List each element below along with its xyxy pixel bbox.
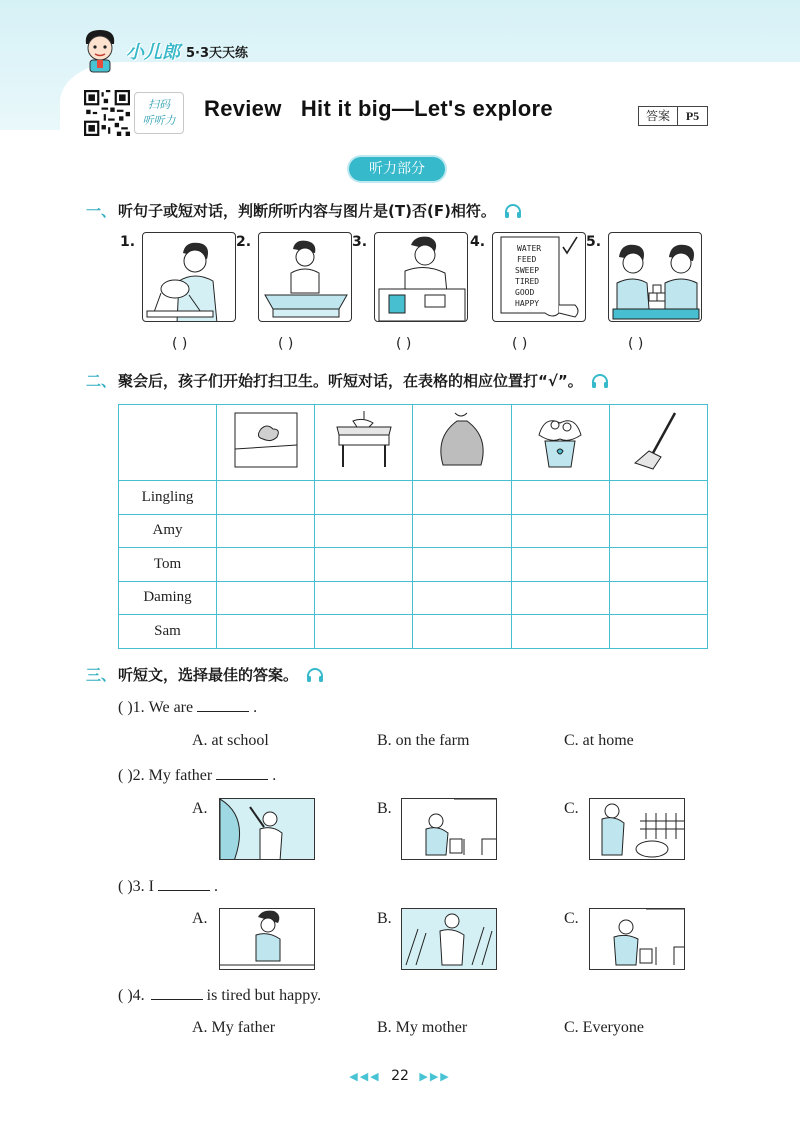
answer-blank-5[interactable]: ( ) — [628, 336, 644, 352]
check-cell[interactable] — [609, 581, 707, 615]
girl-milking-cow-picture — [589, 908, 685, 970]
check-cell[interactable] — [315, 615, 413, 649]
check-cell[interactable] — [217, 548, 315, 582]
q2-number: 二、 — [86, 372, 117, 390]
section-label: 听力部分 — [349, 157, 445, 181]
q3-number: 三、 — [86, 666, 117, 684]
answer-blank-3[interactable]: ( ) — [396, 336, 412, 352]
two-girls-building-blocks-picture — [608, 232, 702, 322]
check-cell[interactable] — [511, 481, 609, 515]
option-a[interactable]: A. My father — [192, 1019, 276, 1036]
answer-paren[interactable]: ( ) — [118, 987, 133, 1004]
option-a[interactable]: A. — [192, 800, 208, 817]
answer-paren[interactable]: ( ) — [118, 767, 133, 784]
check-cell[interactable] — [315, 481, 413, 515]
man-milking-cow-picture — [401, 798, 497, 860]
desk-picture — [315, 405, 413, 481]
question-text-pre: My father — [148, 767, 213, 784]
table-header-row — [119, 405, 708, 481]
q1-pictures — [120, 232, 700, 327]
check-cell[interactable] — [315, 548, 413, 582]
brand-logo: 小儿郎 — [126, 42, 180, 63]
word-list-scroll-picture — [492, 232, 586, 322]
word-sweep: SWEEP — [515, 266, 540, 275]
check-cell[interactable] — [217, 581, 315, 615]
option-b[interactable]: B. My mother — [377, 1019, 468, 1036]
rubbish-bag-picture — [413, 405, 511, 481]
girl-crouching-picture — [219, 908, 315, 970]
check-cell[interactable] — [315, 581, 413, 615]
check-cell[interactable] — [609, 514, 707, 548]
left-arrows-icon: ◀◀◀ — [349, 1070, 381, 1083]
row-name: Amy — [119, 514, 217, 548]
broom-picture — [609, 405, 707, 481]
option-b[interactable]: B. — [377, 800, 392, 817]
word-tired: TIRED — [515, 277, 540, 286]
table-row — [119, 581, 708, 615]
question-number: 1. — [132, 699, 145, 716]
item-number: 2. — [236, 234, 252, 250]
page-footer — [0, 1068, 800, 1084]
row-name: Daming — [119, 581, 217, 615]
row-name: Tom — [119, 548, 217, 582]
q1-text: 听句子或短对话，判断所听内容与图片是(T)否(F)相符。 — [118, 202, 496, 220]
check-cell[interactable] — [217, 481, 315, 515]
man-picking-fruit-picture — [219, 798, 315, 860]
check-cell[interactable] — [609, 615, 707, 649]
q1-number: 一、 — [86, 202, 117, 220]
dirty-wall-picture — [217, 405, 315, 481]
word-good: GOOD — [515, 288, 535, 297]
word-feed: FEED — [517, 255, 537, 264]
table-row — [119, 514, 708, 548]
headphone-icon[interactable] — [591, 374, 609, 388]
question-text-pre: We are — [148, 699, 194, 716]
q1-heading — [86, 200, 522, 221]
question-text-pre: I — [148, 878, 154, 895]
question-text-post: . — [272, 767, 277, 784]
word-water: WATER — [517, 244, 542, 253]
answer-reference — [638, 106, 708, 126]
check-cell[interactable] — [511, 548, 609, 582]
row-name: Lingling — [119, 481, 217, 515]
option-c[interactable]: C. at home — [564, 732, 634, 749]
table-row — [119, 481, 708, 515]
check-cell[interactable] — [413, 514, 511, 548]
option-c[interactable]: C. — [564, 800, 579, 817]
check-cell[interactable] — [413, 581, 511, 615]
option-b[interactable]: B. — [377, 910, 392, 927]
answer-blank-4[interactable]: ( ) — [512, 336, 528, 352]
fill-blank — [158, 877, 210, 891]
check-cell[interactable] — [511, 581, 609, 615]
question-number: 4. — [132, 987, 145, 1004]
right-arrows-icon: ▶▶▶ — [419, 1070, 451, 1083]
q3-heading — [86, 664, 324, 685]
check-cell[interactable] — [413, 481, 511, 515]
q3-question-4 — [118, 986, 321, 1005]
man-feeding-pig-picture — [589, 798, 685, 860]
check-cell[interactable] — [217, 615, 315, 649]
girl-watering-plants-picture — [401, 908, 497, 970]
word-happy: HAPPY — [515, 299, 540, 308]
item-number: 3. — [352, 234, 368, 250]
brand — [126, 38, 248, 64]
check-cell[interactable] — [413, 548, 511, 582]
answer-blank-1[interactable]: ( ) — [172, 336, 188, 352]
question-text-post: is tired but happy. — [206, 987, 322, 1004]
check-cell[interactable] — [315, 514, 413, 548]
boy-writing-at-desk-picture — [374, 232, 468, 322]
check-cell[interactable] — [511, 514, 609, 548]
cleaning-table — [118, 404, 708, 649]
answer-paren[interactable]: ( ) — [118, 878, 133, 895]
q1-answer-row — [120, 336, 720, 356]
option-c[interactable]: C. — [564, 910, 579, 927]
table-row — [119, 548, 708, 582]
qr-code-icon[interactable] — [84, 90, 130, 136]
q3-question-2 — [118, 766, 276, 785]
scan-label-line1: 扫码 — [148, 98, 170, 111]
page-title: Review Hit it big—Let's explore — [204, 96, 553, 121]
option-c[interactable]: C. Everyone — [564, 1019, 644, 1036]
q2-text: 聚会后，孩子们开始打扫卫生。听短对话，在表格的相应位置打“√”。 — [118, 372, 583, 390]
fill-blank — [151, 986, 203, 1000]
headphone-icon[interactable] — [504, 204, 522, 218]
question-number: 2. — [132, 767, 145, 784]
q3-text: 听短文，选择最佳的答案。 — [118, 666, 299, 684]
headphone-icon[interactable] — [306, 668, 324, 682]
option-b[interactable]: B. on the farm — [377, 732, 470, 749]
table-corner — [119, 405, 217, 481]
check-cell[interactable] — [609, 548, 707, 582]
question-number: 3. — [132, 878, 145, 895]
answer-label: 答案 — [645, 109, 670, 123]
q3-question-1 — [118, 698, 257, 717]
check-cell[interactable] — [609, 481, 707, 515]
item-number: 4. — [470, 234, 486, 250]
scan-label-line2: 听听力 — [142, 114, 176, 127]
option-a[interactable]: A. — [192, 910, 208, 927]
brand-subtitle: 5·3天天练 — [186, 45, 249, 61]
check-cell[interactable] — [217, 514, 315, 548]
answer-paren[interactable]: ( ) — [118, 699, 133, 716]
mascot-icon — [80, 26, 120, 74]
question-text-post: . — [213, 878, 218, 895]
item-number: 5. — [586, 234, 602, 250]
potted-flower-picture — [511, 405, 609, 481]
boy-wiping-desk-picture — [258, 232, 352, 322]
option-a[interactable]: A. at school — [192, 732, 269, 749]
check-cell[interactable] — [511, 615, 609, 649]
item-number: 1. — [120, 234, 136, 250]
fill-blank — [197, 698, 249, 712]
row-name: Sam — [119, 615, 217, 649]
boy-cleaning-fish-tank-picture — [142, 232, 236, 322]
table-row — [119, 615, 708, 649]
q3-question-3 — [118, 877, 218, 896]
answer-blank-2[interactable]: ( ) — [278, 336, 294, 352]
page-number: 22 — [391, 1068, 409, 1084]
fill-blank — [216, 766, 268, 780]
question-text-post: . — [253, 699, 258, 716]
q2-heading — [86, 370, 609, 391]
scan-listen-label — [134, 92, 184, 134]
answer-page: P5 — [677, 107, 707, 125]
check-cell[interactable] — [413, 615, 511, 649]
